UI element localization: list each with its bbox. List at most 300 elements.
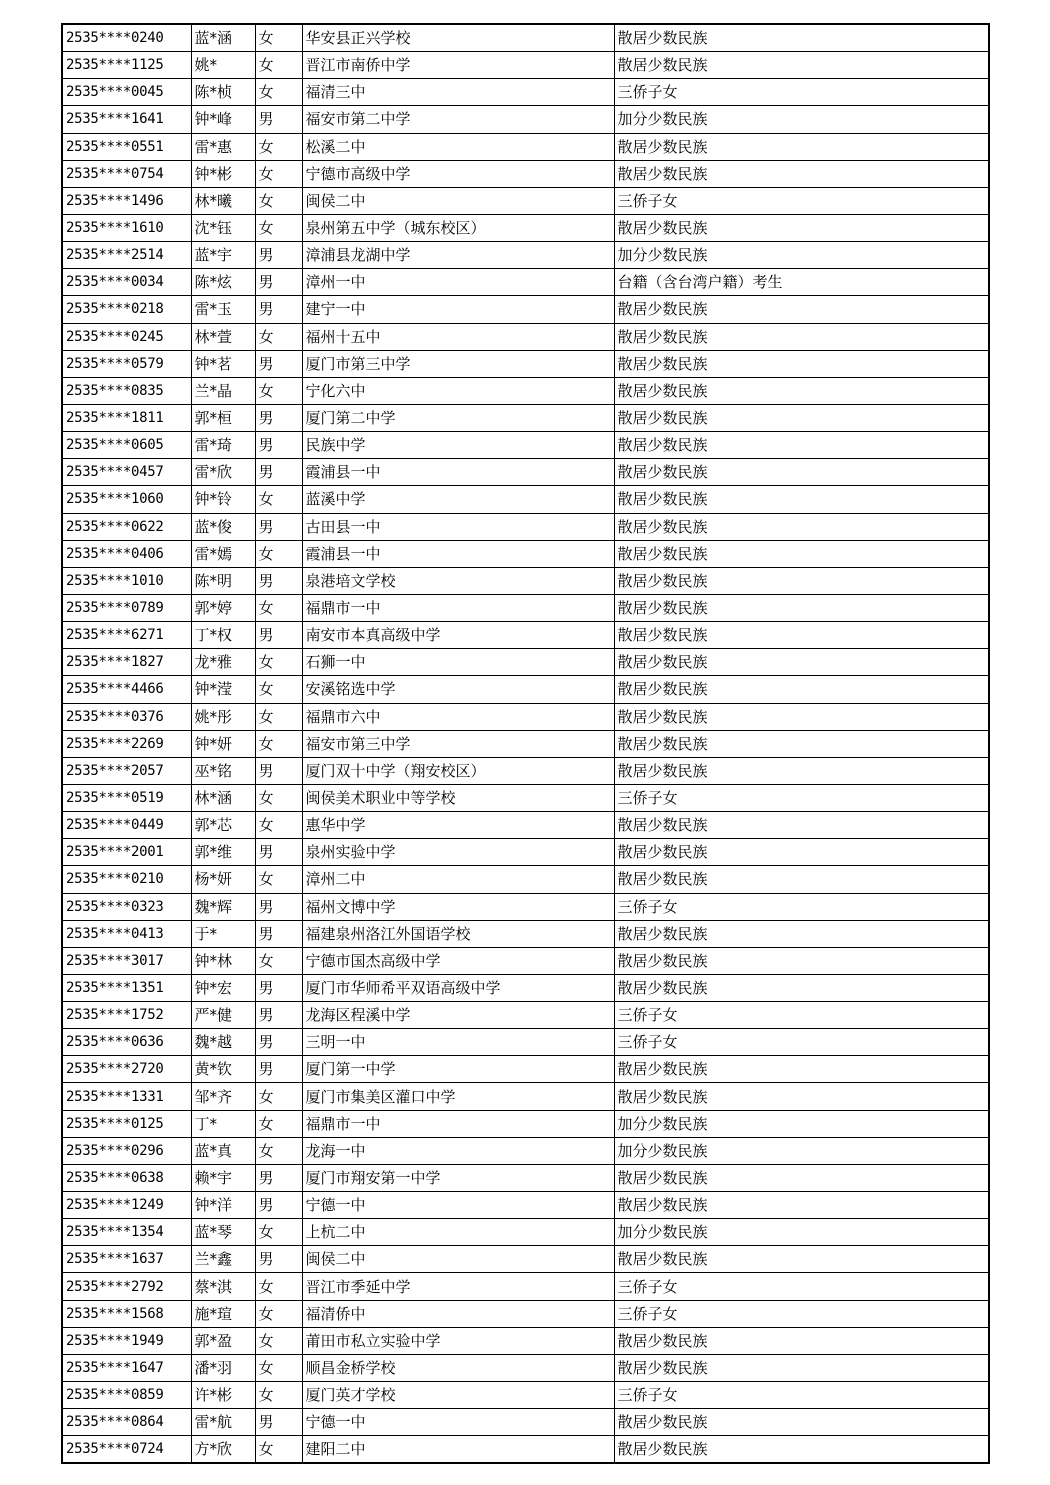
cell-student-name: 蓝*真 xyxy=(191,1137,255,1164)
cell-student-name: 龙*雅 xyxy=(191,649,255,676)
cell-student-name: 许*彬 xyxy=(191,1382,255,1409)
cell-school: 霞浦县一中 xyxy=(302,459,614,486)
cell-school: 松溪二中 xyxy=(302,133,614,160)
cell-student-name: 林*萱 xyxy=(191,323,255,350)
cell-school: 顺昌金桥学校 xyxy=(302,1354,614,1381)
cell-school: 闽侯美术职业中等学校 xyxy=(302,784,614,811)
cell-gender: 男 xyxy=(255,1164,302,1191)
table-row xyxy=(62,676,989,703)
cell-gender: 女 xyxy=(255,79,302,106)
cell-candidate-id: 2535****1351 xyxy=(62,974,191,1001)
cell-category: 散居少数民族 xyxy=(614,52,989,79)
cell-category: 三侨子女 xyxy=(614,1002,989,1029)
cell-school: 福鼎市一中 xyxy=(302,1110,614,1137)
cell-school: 厦门市第三中学 xyxy=(302,350,614,377)
table-row xyxy=(62,784,989,811)
cell-candidate-id: 2535****1811 xyxy=(62,404,191,431)
cell-gender: 女 xyxy=(255,947,302,974)
cell-gender: 男 xyxy=(255,1056,302,1083)
cell-student-name: 蓝*俊 xyxy=(191,513,255,540)
cell-category: 散居少数民族 xyxy=(614,703,989,730)
cell-school: 宁德市国杰高级中学 xyxy=(302,947,614,974)
cell-candidate-id: 2535****0245 xyxy=(62,323,191,350)
cell-gender: 女 xyxy=(255,703,302,730)
table-row xyxy=(62,404,989,431)
cell-student-name: 林*涵 xyxy=(191,784,255,811)
cell-category: 台籍（含台湾户籍）考生 xyxy=(614,269,989,296)
table-row xyxy=(62,1192,989,1219)
cell-gender: 女 xyxy=(255,784,302,811)
table-row xyxy=(62,323,989,350)
cell-candidate-id: 2535****0622 xyxy=(62,513,191,540)
cell-student-name: 严*健 xyxy=(191,1002,255,1029)
cell-candidate-id: 2535****0724 xyxy=(62,1436,191,1464)
cell-gender: 男 xyxy=(255,567,302,594)
cell-category: 三侨子女 xyxy=(614,79,989,106)
table-row xyxy=(62,1436,989,1464)
cell-candidate-id: 2535****2269 xyxy=(62,730,191,757)
table-row xyxy=(62,486,989,513)
cell-student-name: 邹*齐 xyxy=(191,1083,255,1110)
cell-category: 三侨子女 xyxy=(614,1029,989,1056)
cell-school: 泉港培文学校 xyxy=(302,567,614,594)
cell-category: 散居少数民族 xyxy=(614,133,989,160)
cell-school: 厦门第二中学 xyxy=(302,404,614,431)
cell-school: 泉州实验中学 xyxy=(302,839,614,866)
table-row xyxy=(62,459,989,486)
cell-candidate-id: 2535****3017 xyxy=(62,947,191,974)
cell-candidate-id: 2535****2001 xyxy=(62,839,191,866)
cell-school: 福安市第三中学 xyxy=(302,730,614,757)
cell-category: 三侨子女 xyxy=(614,1382,989,1409)
table-row xyxy=(62,296,989,323)
cell-candidate-id: 2535****1647 xyxy=(62,1354,191,1381)
cell-candidate-id: 2535****0579 xyxy=(62,350,191,377)
cell-school: 福鼎市一中 xyxy=(302,594,614,621)
cell-student-name: 郭*婷 xyxy=(191,594,255,621)
cell-student-name: 郭*盈 xyxy=(191,1327,255,1354)
cell-student-name: 钟*宏 xyxy=(191,974,255,1001)
cell-category: 散居少数民族 xyxy=(614,1327,989,1354)
cell-student-name: 钟*林 xyxy=(191,947,255,974)
table-row xyxy=(62,1273,989,1300)
table-row xyxy=(62,703,989,730)
cell-candidate-id: 2535****0125 xyxy=(62,1110,191,1137)
cell-gender: 男 xyxy=(255,974,302,1001)
cell-student-name: 于* xyxy=(191,920,255,947)
cell-student-name: 钟*茗 xyxy=(191,350,255,377)
cell-category: 散居少数民族 xyxy=(614,214,989,241)
table-row xyxy=(62,350,989,377)
table-row xyxy=(62,947,989,974)
cell-gender: 男 xyxy=(255,1409,302,1436)
cell-category: 三侨子女 xyxy=(614,1273,989,1300)
cell-student-name: 施*瑄 xyxy=(191,1300,255,1327)
table-row xyxy=(62,160,989,187)
cell-gender: 女 xyxy=(255,214,302,241)
cell-gender: 男 xyxy=(255,839,302,866)
cell-candidate-id: 2535****0413 xyxy=(62,920,191,947)
cell-school: 厦门市集美区灌口中学 xyxy=(302,1083,614,1110)
roster-body xyxy=(62,24,989,1463)
cell-candidate-id: 2535****1249 xyxy=(62,1192,191,1219)
cell-gender: 男 xyxy=(255,269,302,296)
cell-student-name: 郭*维 xyxy=(191,839,255,866)
cell-student-name: 钟*彬 xyxy=(191,160,255,187)
cell-school: 宁德一中 xyxy=(302,1409,614,1436)
cell-student-name: 蔡*淇 xyxy=(191,1273,255,1300)
cell-candidate-id: 2535****0323 xyxy=(62,893,191,920)
cell-school: 民族中学 xyxy=(302,432,614,459)
cell-gender: 女 xyxy=(255,1137,302,1164)
cell-candidate-id: 2535****1496 xyxy=(62,187,191,214)
cell-gender: 男 xyxy=(255,432,302,459)
cell-school: 厦门第一中学 xyxy=(302,1056,614,1083)
cell-gender: 男 xyxy=(255,757,302,784)
cell-category: 散居少数民族 xyxy=(614,1164,989,1191)
cell-candidate-id: 2535****2057 xyxy=(62,757,191,784)
cell-gender: 女 xyxy=(255,160,302,187)
table-row xyxy=(62,1164,989,1191)
cell-school: 古田县一中 xyxy=(302,513,614,540)
cell-candidate-id: 2535****2514 xyxy=(62,242,191,269)
cell-candidate-id: 2535****1354 xyxy=(62,1219,191,1246)
cell-candidate-id: 2535****0859 xyxy=(62,1382,191,1409)
cell-gender: 女 xyxy=(255,730,302,757)
cell-gender: 男 xyxy=(255,1192,302,1219)
cell-gender: 女 xyxy=(255,377,302,404)
cell-student-name: 钟*妍 xyxy=(191,730,255,757)
cell-student-name: 沈*钰 xyxy=(191,214,255,241)
cell-category: 加分少数民族 xyxy=(614,106,989,133)
cell-gender: 女 xyxy=(255,486,302,513)
cell-gender: 女 xyxy=(255,133,302,160)
cell-gender: 男 xyxy=(255,459,302,486)
cell-category: 散居少数民族 xyxy=(614,1436,989,1464)
cell-school: 福建泉州洛江外国语学校 xyxy=(302,920,614,947)
cell-category: 散居少数民族 xyxy=(614,377,989,404)
cell-student-name: 兰*鑫 xyxy=(191,1246,255,1273)
cell-candidate-id: 2535****0296 xyxy=(62,1137,191,1164)
cell-student-name: 潘*羽 xyxy=(191,1354,255,1381)
cell-school: 漳州二中 xyxy=(302,866,614,893)
cell-candidate-id: 2535****2792 xyxy=(62,1273,191,1300)
cell-school: 厦门双十中学（翔安校区） xyxy=(302,757,614,784)
table-row xyxy=(62,214,989,241)
cell-school: 宁德市高级中学 xyxy=(302,160,614,187)
cell-school: 莆田市私立实验中学 xyxy=(302,1327,614,1354)
cell-gender: 女 xyxy=(255,24,302,52)
cell-gender: 男 xyxy=(255,1246,302,1273)
cell-candidate-id: 2535****0605 xyxy=(62,432,191,459)
table-row xyxy=(62,1083,989,1110)
table-row xyxy=(62,242,989,269)
cell-school: 福州文博中学 xyxy=(302,893,614,920)
table-row xyxy=(62,1354,989,1381)
cell-gender: 女 xyxy=(255,1219,302,1246)
cell-gender: 女 xyxy=(255,1354,302,1381)
cell-gender: 男 xyxy=(255,513,302,540)
table-row xyxy=(62,594,989,621)
cell-category: 三侨子女 xyxy=(614,784,989,811)
cell-category: 散居少数民族 xyxy=(614,1246,989,1273)
table-row xyxy=(62,839,989,866)
cell-candidate-id: 2535****0240 xyxy=(62,24,191,52)
cell-school: 福清三中 xyxy=(302,79,614,106)
cell-candidate-id: 2535****1827 xyxy=(62,649,191,676)
cell-student-name: 钟*铃 xyxy=(191,486,255,513)
cell-category: 散居少数民族 xyxy=(614,757,989,784)
table-row xyxy=(62,1246,989,1273)
cell-student-name: 丁*权 xyxy=(191,622,255,649)
cell-candidate-id: 2535****1752 xyxy=(62,1002,191,1029)
cell-school: 闽侯二中 xyxy=(302,187,614,214)
cell-gender: 男 xyxy=(255,1029,302,1056)
cell-school: 霞浦县一中 xyxy=(302,540,614,567)
cell-candidate-id: 2535****2720 xyxy=(62,1056,191,1083)
cell-gender: 女 xyxy=(255,540,302,567)
cell-student-name: 雷*惠 xyxy=(191,133,255,160)
cell-gender: 男 xyxy=(255,622,302,649)
table-row xyxy=(62,866,989,893)
cell-candidate-id: 2535****0519 xyxy=(62,784,191,811)
cell-candidate-id: 2535****1949 xyxy=(62,1327,191,1354)
cell-category: 散居少数民族 xyxy=(614,812,989,839)
cell-school: 宁化六中 xyxy=(302,377,614,404)
cell-student-name: 钟*滢 xyxy=(191,676,255,703)
cell-student-name: 陈*炫 xyxy=(191,269,255,296)
cell-gender: 女 xyxy=(255,676,302,703)
cell-category: 加分少数民族 xyxy=(614,1219,989,1246)
cell-student-name: 蓝*宇 xyxy=(191,242,255,269)
table-row xyxy=(62,540,989,567)
cell-category: 散居少数民族 xyxy=(614,404,989,431)
cell-category: 散居少数民族 xyxy=(614,866,989,893)
cell-gender: 女 xyxy=(255,1382,302,1409)
cell-category: 散居少数民族 xyxy=(614,920,989,947)
cell-candidate-id: 2535****4466 xyxy=(62,676,191,703)
cell-category: 散居少数民族 xyxy=(614,649,989,676)
table-row xyxy=(62,893,989,920)
cell-candidate-id: 2535****1568 xyxy=(62,1300,191,1327)
cell-school: 漳州一中 xyxy=(302,269,614,296)
table-row xyxy=(62,1002,989,1029)
cell-student-name: 姚* xyxy=(191,52,255,79)
cell-gender: 女 xyxy=(255,1436,302,1464)
cell-category: 散居少数民族 xyxy=(614,947,989,974)
cell-student-name: 魏*辉 xyxy=(191,893,255,920)
cell-candidate-id: 2535****0376 xyxy=(62,703,191,730)
cell-student-name: 钟*峰 xyxy=(191,106,255,133)
cell-student-name: 赖*宇 xyxy=(191,1164,255,1191)
table-row xyxy=(62,79,989,106)
cell-school: 龙海一中 xyxy=(302,1137,614,1164)
cell-category: 散居少数民族 xyxy=(614,296,989,323)
cell-gender: 女 xyxy=(255,1327,302,1354)
cell-category: 散居少数民族 xyxy=(614,730,989,757)
cell-gender: 男 xyxy=(255,893,302,920)
cell-gender: 女 xyxy=(255,649,302,676)
cell-student-name: 蓝*琴 xyxy=(191,1219,255,1246)
cell-student-name: 杨*妍 xyxy=(191,866,255,893)
cell-category: 散居少数民族 xyxy=(614,350,989,377)
cell-category: 散居少数民族 xyxy=(614,432,989,459)
table-row xyxy=(62,1327,989,1354)
cell-school: 厦门市翔安第一中学 xyxy=(302,1164,614,1191)
cell-candidate-id: 2535****1010 xyxy=(62,567,191,594)
table-row xyxy=(62,269,989,296)
cell-school: 泉州第五中学（城东校区） xyxy=(302,214,614,241)
cell-category: 散居少数民族 xyxy=(614,1192,989,1219)
cell-category: 散居少数民族 xyxy=(614,486,989,513)
cell-category: 散居少数民族 xyxy=(614,974,989,1001)
cell-candidate-id: 2535****0034 xyxy=(62,269,191,296)
table-row xyxy=(62,1409,989,1436)
cell-candidate-id: 2535****0835 xyxy=(62,377,191,404)
cell-category: 散居少数民族 xyxy=(614,567,989,594)
cell-student-name: 雷*玉 xyxy=(191,296,255,323)
cell-gender: 男 xyxy=(255,920,302,947)
cell-student-name: 蓝*涵 xyxy=(191,24,255,52)
cell-candidate-id: 2535****1125 xyxy=(62,52,191,79)
table-row xyxy=(62,920,989,947)
cell-candidate-id: 2535****1060 xyxy=(62,486,191,513)
cell-category: 散居少数民族 xyxy=(614,540,989,567)
cell-student-name: 雷*琦 xyxy=(191,432,255,459)
table-row xyxy=(62,757,989,784)
cell-gender: 女 xyxy=(255,323,302,350)
cell-category: 散居少数民族 xyxy=(614,1056,989,1083)
cell-candidate-id: 2535****0218 xyxy=(62,296,191,323)
cell-school: 南安市本真高级中学 xyxy=(302,622,614,649)
cell-candidate-id: 2535****0045 xyxy=(62,79,191,106)
table-row xyxy=(62,567,989,594)
cell-school: 漳浦县龙湖中学 xyxy=(302,242,614,269)
cell-student-name: 兰*晶 xyxy=(191,377,255,404)
cell-student-name: 林*曦 xyxy=(191,187,255,214)
cell-school: 建阳二中 xyxy=(302,1436,614,1464)
table-row xyxy=(62,1300,989,1327)
cell-category: 散居少数民族 xyxy=(614,676,989,703)
cell-school: 晋江市季延中学 xyxy=(302,1273,614,1300)
cell-school: 龙海区程溪中学 xyxy=(302,1002,614,1029)
table-row xyxy=(62,1219,989,1246)
cell-student-name: 郭*桓 xyxy=(191,404,255,431)
cell-school: 华安县正兴学校 xyxy=(302,24,614,52)
cell-category: 散居少数民族 xyxy=(614,1083,989,1110)
cell-student-name: 郭*芯 xyxy=(191,812,255,839)
table-row xyxy=(62,649,989,676)
cell-student-name: 姚*彤 xyxy=(191,703,255,730)
cell-student-name: 方*欣 xyxy=(191,1436,255,1464)
table-row xyxy=(62,812,989,839)
cell-student-name: 巫*铭 xyxy=(191,757,255,784)
table-row xyxy=(62,106,989,133)
cell-school: 安溪铭选中学 xyxy=(302,676,614,703)
cell-student-name: 钟*洋 xyxy=(191,1192,255,1219)
student-roster-table xyxy=(61,23,990,1464)
cell-school: 宁德一中 xyxy=(302,1192,614,1219)
cell-school: 上杭二中 xyxy=(302,1219,614,1246)
cell-candidate-id: 2535****1331 xyxy=(62,1083,191,1110)
cell-student-name: 雷*航 xyxy=(191,1409,255,1436)
cell-school: 惠华中学 xyxy=(302,812,614,839)
table-row xyxy=(62,377,989,404)
cell-candidate-id: 2535****0754 xyxy=(62,160,191,187)
cell-school: 建宁一中 xyxy=(302,296,614,323)
cell-candidate-id: 2535****0551 xyxy=(62,133,191,160)
table-row xyxy=(62,52,989,79)
cell-candidate-id: 2535****0636 xyxy=(62,1029,191,1056)
cell-gender: 女 xyxy=(255,52,302,79)
cell-gender: 男 xyxy=(255,1002,302,1029)
cell-gender: 男 xyxy=(255,350,302,377)
table-row xyxy=(62,1137,989,1164)
cell-category: 散居少数民族 xyxy=(614,24,989,52)
cell-candidate-id: 2535****0638 xyxy=(62,1164,191,1191)
cell-candidate-id: 2535****6271 xyxy=(62,622,191,649)
cell-candidate-id: 2535****1641 xyxy=(62,106,191,133)
cell-gender: 女 xyxy=(255,187,302,214)
cell-candidate-id: 2535****0449 xyxy=(62,812,191,839)
cell-category: 三侨子女 xyxy=(614,893,989,920)
cell-candidate-id: 2535****0864 xyxy=(62,1409,191,1436)
cell-school: 福清侨中 xyxy=(302,1300,614,1327)
cell-category: 三侨子女 xyxy=(614,187,989,214)
cell-gender: 男 xyxy=(255,296,302,323)
cell-category: 散居少数民族 xyxy=(614,459,989,486)
cell-candidate-id: 2535****0457 xyxy=(62,459,191,486)
cell-gender: 女 xyxy=(255,1110,302,1137)
cell-school: 石狮一中 xyxy=(302,649,614,676)
cell-candidate-id: 2535****0210 xyxy=(62,866,191,893)
table-row xyxy=(62,1029,989,1056)
cell-school: 福安市第二中学 xyxy=(302,106,614,133)
cell-candidate-id: 2535****1637 xyxy=(62,1246,191,1273)
cell-student-name: 雷*嫣 xyxy=(191,540,255,567)
cell-school: 福鼎市六中 xyxy=(302,703,614,730)
table-row xyxy=(62,133,989,160)
cell-category: 散居少数民族 xyxy=(614,1354,989,1381)
cell-gender: 女 xyxy=(255,812,302,839)
cell-school: 晋江市南侨中学 xyxy=(302,52,614,79)
cell-gender: 女 xyxy=(255,594,302,621)
cell-gender: 男 xyxy=(255,106,302,133)
table-row xyxy=(62,974,989,1001)
cell-school: 三明一中 xyxy=(302,1029,614,1056)
cell-candidate-id: 2535****0789 xyxy=(62,594,191,621)
cell-category: 加分少数民族 xyxy=(614,1110,989,1137)
cell-category: 散居少数民族 xyxy=(614,513,989,540)
cell-category: 散居少数民族 xyxy=(614,622,989,649)
cell-category: 散居少数民族 xyxy=(614,594,989,621)
cell-school: 闽侯二中 xyxy=(302,1246,614,1273)
table-row xyxy=(62,1382,989,1409)
cell-student-name: 陈*明 xyxy=(191,567,255,594)
table-row xyxy=(62,432,989,459)
cell-gender: 女 xyxy=(255,866,302,893)
cell-category: 三侨子女 xyxy=(614,1300,989,1327)
table-row xyxy=(62,622,989,649)
cell-school: 福州十五中 xyxy=(302,323,614,350)
cell-category: 加分少数民族 xyxy=(614,1137,989,1164)
cell-category: 散居少数民族 xyxy=(614,160,989,187)
cell-candidate-id: 2535****0406 xyxy=(62,540,191,567)
cell-gender: 男 xyxy=(255,242,302,269)
cell-student-name: 陈*桢 xyxy=(191,79,255,106)
cell-student-name: 雷*欣 xyxy=(191,459,255,486)
cell-student-name: 黄*钦 xyxy=(191,1056,255,1083)
